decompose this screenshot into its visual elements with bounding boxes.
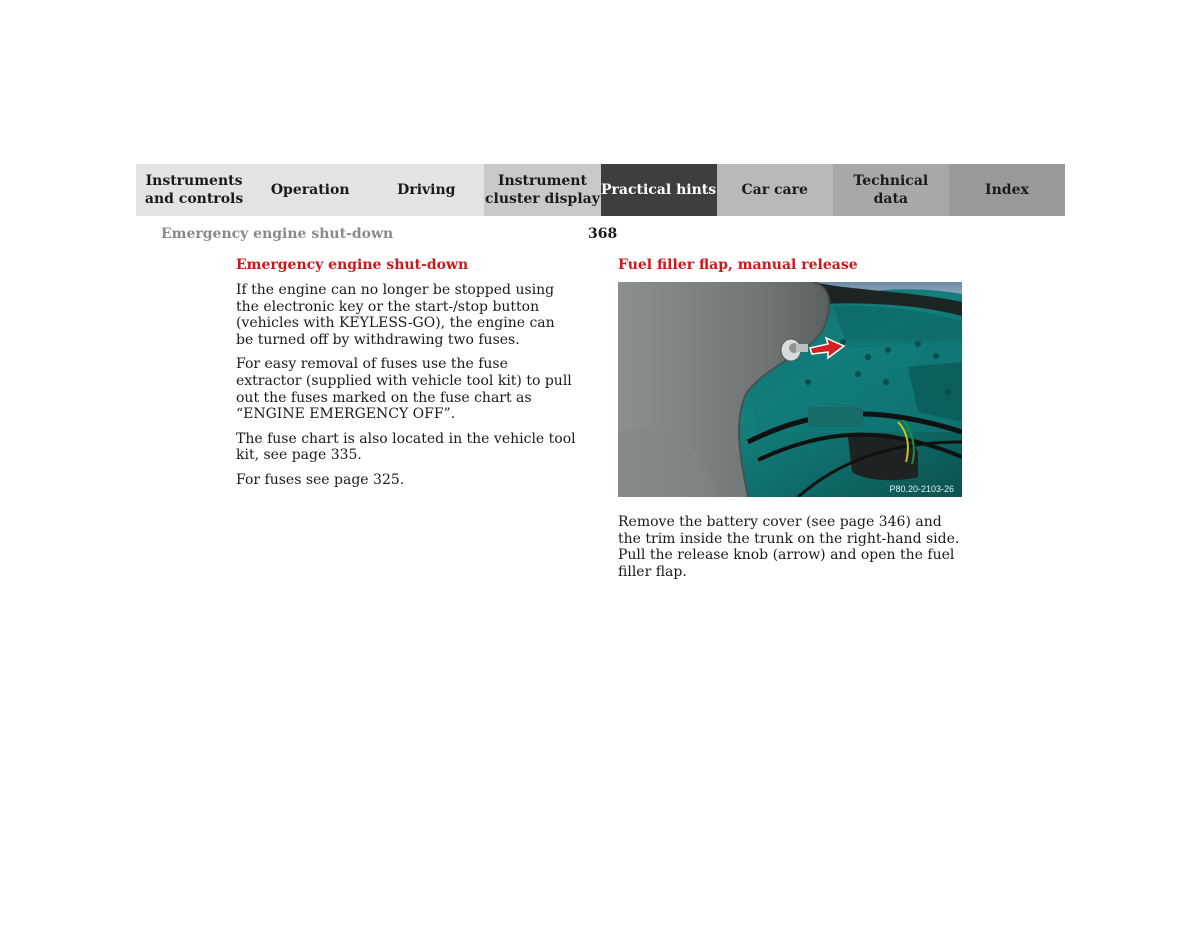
section-heading-fuel-filler-flap: Fuel filler flap, manual release	[618, 257, 858, 273]
body-paragraph: If the engine can no longer be stopped using the electronic key or the start-/stop button (vehicles with KEYLESS-GO), the engine can be turned off by withdrawing two fuses.	[236, 282, 555, 348]
section-heading-emergency-shutdown: Emergency engine shut-down	[236, 257, 469, 273]
body-paragraph: The fuse chart is also located in the vehicle tool kit, see page 335.	[236, 430, 576, 464]
tab-instrument-cluster-display[interactable]: Instrument cluster display	[484, 164, 600, 216]
tab-car-care[interactable]: Car care	[717, 164, 833, 216]
figure-code: P80.20-2103-26	[889, 484, 954, 494]
tab-instruments-and-controls[interactable]: Instruments and controls	[136, 164, 252, 216]
tab-technical-data[interactable]: Technical data	[833, 164, 949, 216]
tab-operation[interactable]: Operation	[252, 164, 368, 216]
body-paragraph: For easy removal of fuses use the fuse extractor (supplied with vehicle tool kit) to pull out the fuses marked on the fuse chart as “ENGINE EMERGENCY OFF”.	[236, 356, 572, 423]
page-number: 368	[588, 226, 618, 242]
fuel-flap-release-illustration	[618, 282, 962, 497]
left-column	[236, 256, 576, 497]
right-column	[618, 256, 968, 588]
tab-practical-hints[interactable]: Practical hints	[601, 164, 717, 216]
body-paragraph: For fuses see page 325.	[236, 471, 405, 488]
running-header-section: Emergency engine shut-down	[161, 226, 394, 242]
trunk-interior-drawing	[618, 282, 962, 497]
chapter-tabs	[136, 164, 1065, 216]
figure-caption: Remove the battery cover (see page 346) and the trim inside the trunk on the right-hand side. Pull the release knob (arrow) and open the fuel filler flap.	[618, 514, 960, 580]
tab-index[interactable]: Index	[949, 164, 1065, 216]
tab-driving[interactable]: Driving	[368, 164, 484, 216]
